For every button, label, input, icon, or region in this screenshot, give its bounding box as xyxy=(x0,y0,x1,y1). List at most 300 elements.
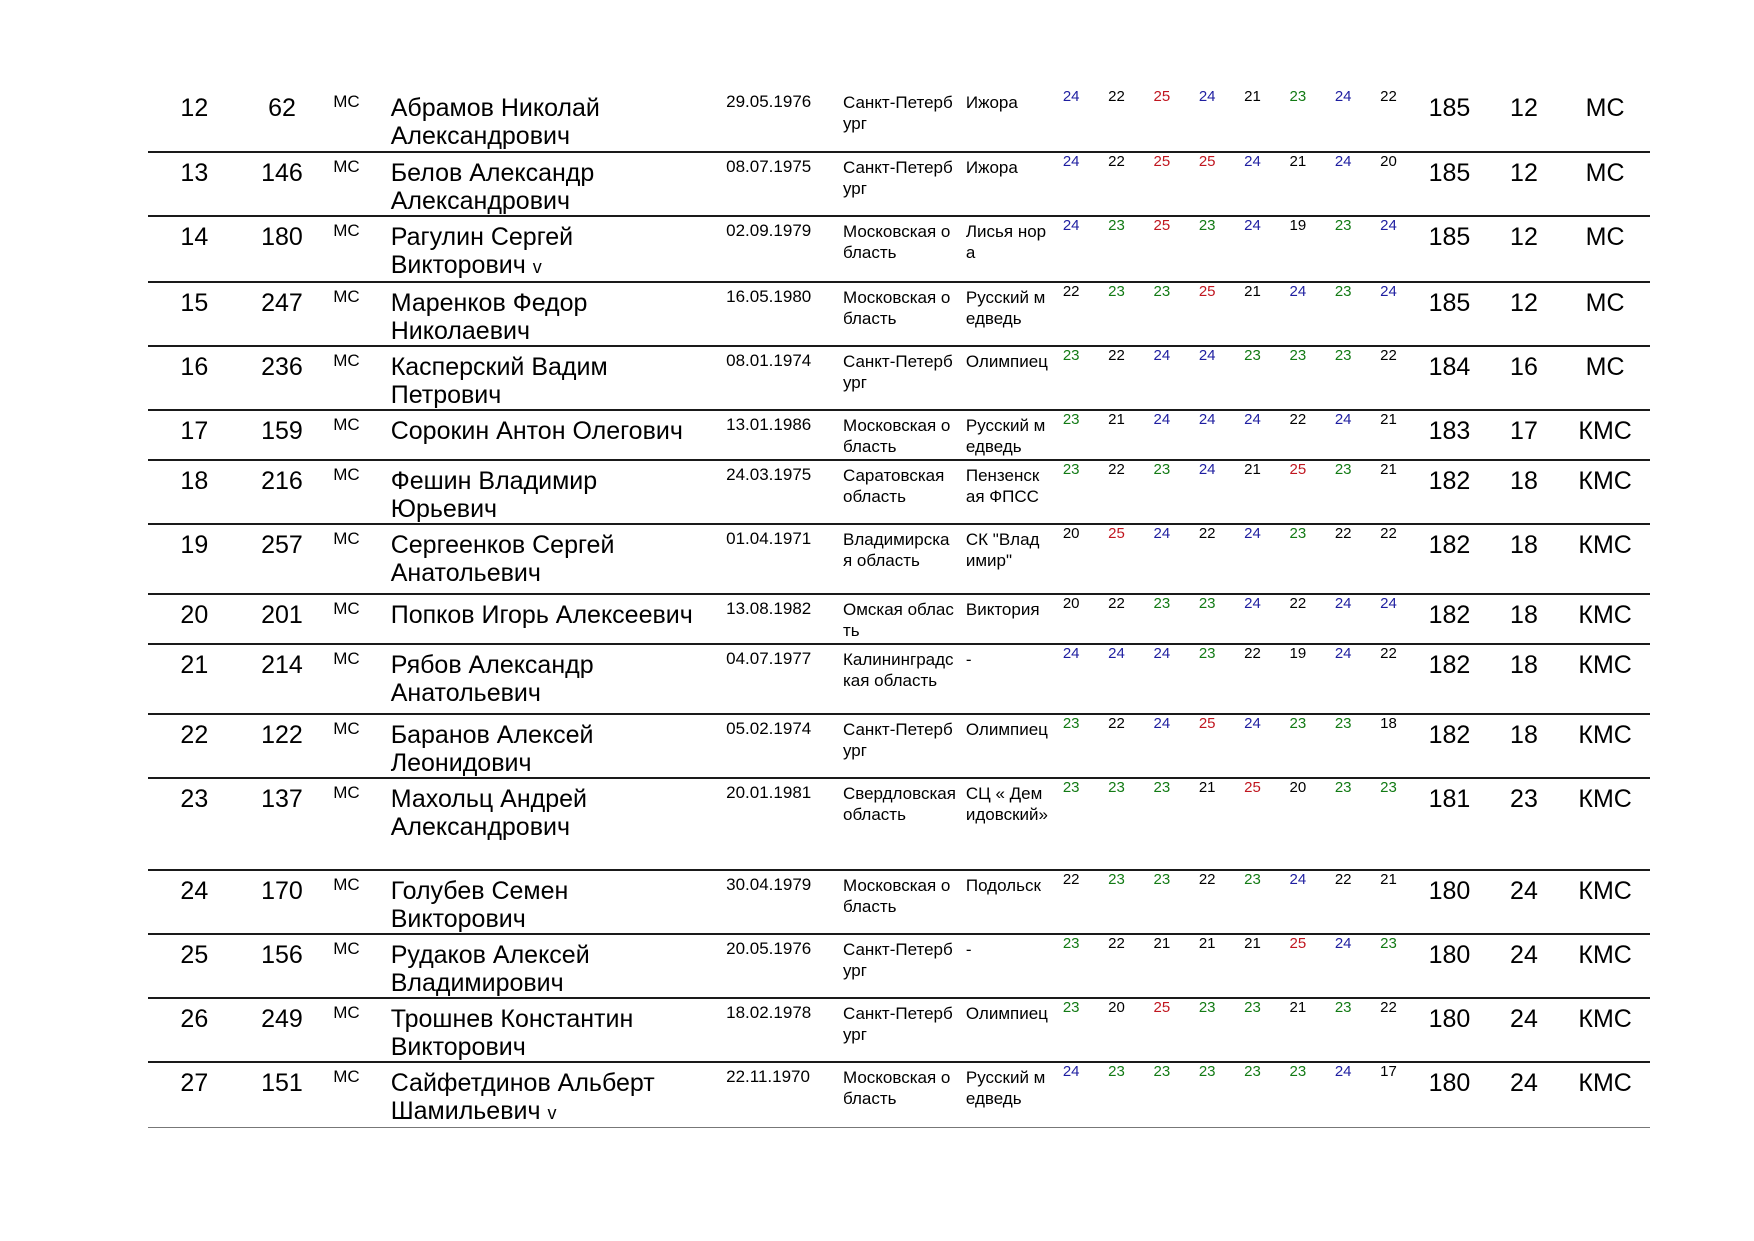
final-place-cell: 24 xyxy=(1488,998,1561,1062)
place-cell: 13 xyxy=(148,152,241,216)
region-cell: Калининградская область xyxy=(835,644,958,714)
club-cell: СЦ « Демидовский» xyxy=(958,778,1049,870)
series-score-cell: 17 xyxy=(1366,1062,1411,1128)
place-cell: 22 xyxy=(148,714,241,778)
series-score-cell: 22 xyxy=(1094,346,1139,410)
club-cell: Олимпиец xyxy=(958,346,1049,410)
athlete-name-line2: Леонидович xyxy=(390,749,532,777)
athlete-name-cell xyxy=(386,346,718,410)
table-row xyxy=(148,346,1650,410)
series-score-cell: 21 xyxy=(1230,460,1275,524)
bib-number-cell: 156 xyxy=(241,934,324,998)
athlete-name-cell xyxy=(386,88,718,152)
series-score-cell: 22 xyxy=(1094,460,1139,524)
rank-cell: МС xyxy=(323,870,385,934)
series-score-cell: 24 xyxy=(1185,460,1230,524)
athlete-name-line2: Александрович xyxy=(390,187,570,215)
series-score-cell: 25 xyxy=(1139,152,1184,216)
athlete-name-cell xyxy=(386,410,718,460)
series-score-cell: 22 xyxy=(1321,870,1366,934)
series-score-cell: 23 xyxy=(1185,216,1230,282)
series-score-cell: 19 xyxy=(1275,216,1320,282)
total-score-cell: 181 xyxy=(1411,778,1488,870)
series-score-cell: 23 xyxy=(1139,870,1184,934)
total-score-cell: 184 xyxy=(1411,346,1488,410)
final-place-cell: 24 xyxy=(1488,1062,1561,1128)
series-score-cell: 23 xyxy=(1321,460,1366,524)
series-score-cell: 24 xyxy=(1049,152,1094,216)
final-place-cell: 12 xyxy=(1488,152,1561,216)
place-cell: 18 xyxy=(148,460,241,524)
club-cell: Олимпиец xyxy=(958,714,1049,778)
series-score-cell: 24 xyxy=(1321,152,1366,216)
athlete-name-line2: Петрович xyxy=(390,381,502,409)
series-score-cell: 21 xyxy=(1366,870,1411,934)
final-place-cell: 12 xyxy=(1488,216,1561,282)
athlete-name-line1: Рябов Александр xyxy=(390,651,594,679)
place-cell: 23 xyxy=(148,778,241,870)
series-score-cell: 24 xyxy=(1366,282,1411,346)
birth-date-cell: 13.08.1982 xyxy=(718,594,835,644)
club-cell: Подольск xyxy=(958,870,1049,934)
athlete-name-cell xyxy=(386,282,718,346)
region-cell: Санкт-Петербург xyxy=(835,714,958,778)
category-cell: КМС xyxy=(1560,998,1650,1062)
series-score-cell: 23 xyxy=(1185,594,1230,644)
rank-cell: МС xyxy=(323,346,385,410)
rank-cell: МС xyxy=(323,714,385,778)
birth-date-cell: 05.02.1974 xyxy=(718,714,835,778)
rank-cell: МС xyxy=(323,88,385,152)
series-score-cell: 25 xyxy=(1275,934,1320,998)
series-score-cell: 22 xyxy=(1321,524,1366,594)
final-place-cell: 18 xyxy=(1488,714,1561,778)
place-cell: 27 xyxy=(148,1062,241,1128)
category-cell: КМС xyxy=(1560,934,1650,998)
athlete-name-line2: Анатольевич xyxy=(390,679,541,707)
series-score-cell: 23 xyxy=(1185,998,1230,1062)
athlete-name-line1: Фешин Владимир xyxy=(390,467,598,495)
series-score-cell: 23 xyxy=(1275,88,1320,152)
series-score-cell: 24 xyxy=(1049,644,1094,714)
series-score-cell: 23 xyxy=(1139,778,1184,870)
club-cell: Русский медведь xyxy=(958,410,1049,460)
series-score-cell: 24 xyxy=(1230,216,1275,282)
athlete-name-cell xyxy=(386,998,718,1062)
rank-cell: МС xyxy=(323,524,385,594)
place-cell: 15 xyxy=(148,282,241,346)
series-score-cell: 24 xyxy=(1049,216,1094,282)
series-score-cell: 22 xyxy=(1094,594,1139,644)
athlete-name-cell xyxy=(386,934,718,998)
series-score-cell: 23 xyxy=(1049,460,1094,524)
series-score-cell: 22 xyxy=(1230,644,1275,714)
series-score-cell: 21 xyxy=(1366,460,1411,524)
table-row xyxy=(148,870,1650,934)
region-cell: Санкт-Петербург xyxy=(835,998,958,1062)
series-score-cell: 23 xyxy=(1094,216,1139,282)
final-place-cell: 18 xyxy=(1488,594,1561,644)
category-cell: МС xyxy=(1560,282,1650,346)
athlete-name-cell xyxy=(386,1062,718,1128)
total-score-cell: 180 xyxy=(1411,998,1488,1062)
region-cell: Московская область xyxy=(835,216,958,282)
series-score-cell: 24 xyxy=(1094,644,1139,714)
place-cell: 24 xyxy=(148,870,241,934)
region-cell: Саратовская область xyxy=(835,460,958,524)
series-score-cell: 23 xyxy=(1094,778,1139,870)
series-score-cell: 23 xyxy=(1049,410,1094,460)
total-score-cell: 182 xyxy=(1411,524,1488,594)
rank-cell: МС xyxy=(323,216,385,282)
athlete-name-line2: Николаевич xyxy=(390,317,530,345)
category-cell: КМС xyxy=(1560,714,1650,778)
athlete-name-line1: Сорокин Антон Олегович xyxy=(390,417,683,445)
place-cell: 17 xyxy=(148,410,241,460)
athlete-name-line1: Трошнев Константин xyxy=(390,1005,634,1033)
series-score-cell: 22 xyxy=(1049,870,1094,934)
series-score-cell: 23 xyxy=(1139,282,1184,346)
series-score-cell: 23 xyxy=(1321,778,1366,870)
category-cell: МС xyxy=(1560,88,1650,152)
athlete-mark: v xyxy=(547,1103,557,1123)
series-score-cell: 23 xyxy=(1321,714,1366,778)
bib-number-cell: 151 xyxy=(241,1062,324,1128)
series-score-cell: 24 xyxy=(1139,714,1184,778)
total-score-cell: 180 xyxy=(1411,870,1488,934)
category-cell: КМС xyxy=(1560,870,1650,934)
athlete-name-cell xyxy=(386,644,718,714)
athlete-name-line2: Викторович xyxy=(390,1033,526,1061)
table-row xyxy=(148,934,1650,998)
series-score-cell: 24 xyxy=(1139,644,1184,714)
table-row xyxy=(148,88,1650,152)
series-score-cell: 23 xyxy=(1321,216,1366,282)
rank-cell: МС xyxy=(323,1062,385,1128)
rank-cell: МС xyxy=(323,594,385,644)
series-score-cell: 23 xyxy=(1094,282,1139,346)
athlete-name-cell xyxy=(386,778,718,870)
athlete-name-line2: Шамильевич xyxy=(390,1097,541,1125)
series-score-cell: 21 xyxy=(1139,934,1184,998)
results-body xyxy=(148,88,1650,1128)
place-cell: 21 xyxy=(148,644,241,714)
category-cell: КМС xyxy=(1560,524,1650,594)
region-cell: Санкт-Петербург xyxy=(835,152,958,216)
series-score-cell: 23 xyxy=(1321,346,1366,410)
series-score-cell: 21 xyxy=(1275,152,1320,216)
series-score-cell: 24 xyxy=(1275,870,1320,934)
series-score-cell: 24 xyxy=(1230,410,1275,460)
series-score-cell: 25 xyxy=(1275,460,1320,524)
birth-date-cell: 18.02.1978 xyxy=(718,998,835,1062)
final-place-cell: 18 xyxy=(1488,460,1561,524)
club-cell: Ижора xyxy=(958,88,1049,152)
bib-number-cell: 257 xyxy=(241,524,324,594)
category-cell: КМС xyxy=(1560,778,1650,870)
rank-cell: МС xyxy=(323,778,385,870)
athlete-name-cell xyxy=(386,216,718,282)
series-score-cell: 22 xyxy=(1366,88,1411,152)
birth-date-cell: 29.05.1976 xyxy=(718,88,835,152)
series-score-cell: 22 xyxy=(1366,524,1411,594)
region-cell: Московская область xyxy=(835,282,958,346)
total-score-cell: 180 xyxy=(1411,1062,1488,1128)
series-score-cell: 24 xyxy=(1321,934,1366,998)
series-score-cell: 24 xyxy=(1366,216,1411,282)
final-place-cell: 18 xyxy=(1488,524,1561,594)
series-score-cell: 24 xyxy=(1321,410,1366,460)
bib-number-cell: 62 xyxy=(241,88,324,152)
bib-number-cell: 236 xyxy=(241,346,324,410)
club-cell: Русский медведь xyxy=(958,1062,1049,1128)
region-cell: Омская область xyxy=(835,594,958,644)
birth-date-cell: 13.01.1986 xyxy=(718,410,835,460)
table-row xyxy=(148,460,1650,524)
table-row xyxy=(148,594,1650,644)
series-score-cell: 22 xyxy=(1366,644,1411,714)
club-cell: Олимпиец xyxy=(958,998,1049,1062)
place-cell: 12 xyxy=(148,88,241,152)
region-cell: Московская область xyxy=(835,410,958,460)
series-score-cell: 22 xyxy=(1185,870,1230,934)
club-cell: Пензенская ФПСС xyxy=(958,460,1049,524)
series-score-cell: 24 xyxy=(1366,594,1411,644)
region-cell: Свердловская область xyxy=(835,778,958,870)
series-score-cell: 22 xyxy=(1275,594,1320,644)
place-cell: 25 xyxy=(148,934,241,998)
series-score-cell: 20 xyxy=(1275,778,1320,870)
series-score-cell: 24 xyxy=(1185,346,1230,410)
series-score-cell: 23 xyxy=(1185,644,1230,714)
series-score-cell: 21 xyxy=(1366,410,1411,460)
series-score-cell: 24 xyxy=(1139,346,1184,410)
athlete-name-line1: Сайфетдинов Альберт xyxy=(390,1069,655,1097)
series-score-cell: 25 xyxy=(1185,152,1230,216)
category-cell: МС xyxy=(1560,346,1650,410)
series-score-cell: 23 xyxy=(1049,934,1094,998)
birth-date-cell: 02.09.1979 xyxy=(718,216,835,282)
athlete-name-cell xyxy=(386,714,718,778)
series-score-cell: 24 xyxy=(1321,594,1366,644)
series-score-cell: 25 xyxy=(1139,88,1184,152)
series-score-cell: 25 xyxy=(1230,778,1275,870)
series-score-cell: 21 xyxy=(1185,934,1230,998)
series-score-cell: 22 xyxy=(1094,152,1139,216)
series-score-cell: 23 xyxy=(1366,778,1411,870)
series-score-cell: 21 xyxy=(1185,778,1230,870)
athlete-name-cell xyxy=(386,152,718,216)
athlete-name-line2: Викторович xyxy=(390,251,526,279)
club-cell: Русский медведь xyxy=(958,282,1049,346)
series-score-cell: 23 xyxy=(1139,460,1184,524)
series-score-cell: 20 xyxy=(1049,594,1094,644)
birth-date-cell: 20.05.1976 xyxy=(718,934,835,998)
athlete-name-line1: Касперский Вадим xyxy=(390,353,608,381)
series-score-cell: 22 xyxy=(1094,88,1139,152)
athlete-name-line2: Владимирович xyxy=(390,969,564,997)
club-cell: Виктория xyxy=(958,594,1049,644)
athlete-name-line1: Маренков Федор xyxy=(390,289,588,317)
athlete-name-line1: Сергеенков Сергей xyxy=(390,531,615,559)
total-score-cell: 185 xyxy=(1411,216,1488,282)
series-score-cell: 24 xyxy=(1185,88,1230,152)
table-row xyxy=(148,524,1650,594)
table-row xyxy=(148,714,1650,778)
region-cell: Московская область xyxy=(835,1062,958,1128)
series-score-cell: 21 xyxy=(1230,88,1275,152)
category-cell: КМС xyxy=(1560,1062,1650,1128)
birth-date-cell: 08.01.1974 xyxy=(718,346,835,410)
bib-number-cell: 249 xyxy=(241,998,324,1062)
series-score-cell: 23 xyxy=(1230,1062,1275,1128)
table-row xyxy=(148,216,1650,282)
total-score-cell: 182 xyxy=(1411,460,1488,524)
club-cell: Лисья нора xyxy=(958,216,1049,282)
table-row xyxy=(148,644,1650,714)
category-cell: МС xyxy=(1560,152,1650,216)
final-place-cell: 16 xyxy=(1488,346,1561,410)
series-score-cell: 23 xyxy=(1230,870,1275,934)
results-table xyxy=(148,88,1650,1128)
series-score-cell: 23 xyxy=(1275,524,1320,594)
series-score-cell: 20 xyxy=(1049,524,1094,594)
rank-cell: МС xyxy=(323,644,385,714)
series-score-cell: 23 xyxy=(1321,998,1366,1062)
bib-number-cell: 122 xyxy=(241,714,324,778)
place-cell: 19 xyxy=(148,524,241,594)
birth-date-cell: 24.03.1975 xyxy=(718,460,835,524)
final-place-cell: 23 xyxy=(1488,778,1561,870)
series-score-cell: 22 xyxy=(1049,282,1094,346)
series-score-cell: 24 xyxy=(1049,1062,1094,1128)
series-score-cell: 25 xyxy=(1139,216,1184,282)
athlete-name-line1: Баранов Алексей xyxy=(390,721,594,749)
category-cell: КМС xyxy=(1560,644,1650,714)
series-score-cell: 22 xyxy=(1185,524,1230,594)
club-cell: СК "Владимир" xyxy=(958,524,1049,594)
bib-number-cell: 180 xyxy=(241,216,324,282)
series-score-cell: 25 xyxy=(1185,282,1230,346)
category-cell: КМС xyxy=(1560,410,1650,460)
series-score-cell: 24 xyxy=(1321,88,1366,152)
series-score-cell: 25 xyxy=(1094,524,1139,594)
bib-number-cell: 247 xyxy=(241,282,324,346)
athlete-name-line2: Александрович xyxy=(390,813,570,841)
category-cell: КМС xyxy=(1560,460,1650,524)
series-score-cell: 23 xyxy=(1230,998,1275,1062)
series-score-cell: 20 xyxy=(1094,998,1139,1062)
athlete-name-line1: Голубев Семен xyxy=(390,877,569,905)
series-score-cell: 21 xyxy=(1230,282,1275,346)
total-score-cell: 182 xyxy=(1411,594,1488,644)
rank-cell: МС xyxy=(323,152,385,216)
series-score-cell: 19 xyxy=(1275,644,1320,714)
series-score-cell: 24 xyxy=(1321,1062,1366,1128)
bib-number-cell: 201 xyxy=(241,594,324,644)
club-cell: Ижора xyxy=(958,152,1049,216)
series-score-cell: 23 xyxy=(1275,714,1320,778)
series-score-cell: 22 xyxy=(1366,346,1411,410)
series-score-cell: 18 xyxy=(1366,714,1411,778)
total-score-cell: 185 xyxy=(1411,282,1488,346)
athlete-name-line1: Белов Александр xyxy=(390,159,595,187)
final-place-cell: 17 xyxy=(1488,410,1561,460)
table-row xyxy=(148,778,1650,870)
region-cell: Санкт-Петербург xyxy=(835,934,958,998)
place-cell: 26 xyxy=(148,998,241,1062)
bib-number-cell: 170 xyxy=(241,870,324,934)
bib-number-cell: 146 xyxy=(241,152,324,216)
series-score-cell: 23 xyxy=(1094,870,1139,934)
athlete-name-cell xyxy=(386,870,718,934)
athlete-name-line2: Викторович xyxy=(390,905,526,933)
series-score-cell: 23 xyxy=(1049,998,1094,1062)
region-cell: Санкт-Петербург xyxy=(835,88,958,152)
series-score-cell: 24 xyxy=(1275,282,1320,346)
series-score-cell: 20 xyxy=(1366,152,1411,216)
athlete-name-line1: Махольц Андрей xyxy=(390,785,588,813)
athlete-name-line1: Рагулин Сергей xyxy=(390,223,574,251)
series-score-cell: 22 xyxy=(1094,934,1139,998)
athlete-mark: v xyxy=(532,257,542,277)
bib-number-cell: 214 xyxy=(241,644,324,714)
series-score-cell: 22 xyxy=(1366,998,1411,1062)
series-score-cell: 23 xyxy=(1321,282,1366,346)
table-row xyxy=(148,282,1650,346)
rank-cell: МС xyxy=(323,410,385,460)
series-score-cell: 24 xyxy=(1230,152,1275,216)
final-place-cell: 18 xyxy=(1488,644,1561,714)
club-cell: - xyxy=(958,934,1049,998)
athlete-name-cell xyxy=(386,524,718,594)
club-cell: - xyxy=(958,644,1049,714)
birth-date-cell: 20.01.1981 xyxy=(718,778,835,870)
birth-date-cell: 16.05.1980 xyxy=(718,282,835,346)
total-score-cell: 182 xyxy=(1411,714,1488,778)
place-cell: 20 xyxy=(148,594,241,644)
final-place-cell: 24 xyxy=(1488,934,1561,998)
series-score-cell: 24 xyxy=(1230,714,1275,778)
athlete-name-line2: Александрович xyxy=(390,122,570,150)
series-score-cell: 22 xyxy=(1094,714,1139,778)
athlete-name-line1: Рудаков Алексей xyxy=(390,941,590,969)
athlete-name-line1: Попков Игорь Алексеевич xyxy=(390,601,693,629)
rank-cell: МС xyxy=(323,460,385,524)
series-score-cell: 21 xyxy=(1275,998,1320,1062)
series-score-cell: 23 xyxy=(1366,934,1411,998)
category-cell: КМС xyxy=(1560,594,1650,644)
region-cell: Санкт-Петербург xyxy=(835,346,958,410)
table-row xyxy=(148,410,1650,460)
final-place-cell: 12 xyxy=(1488,282,1561,346)
series-score-cell: 23 xyxy=(1049,346,1094,410)
series-score-cell: 21 xyxy=(1094,410,1139,460)
athlete-name-cell xyxy=(386,594,718,644)
birth-date-cell: 01.04.1971 xyxy=(718,524,835,594)
series-score-cell: 24 xyxy=(1139,410,1184,460)
bib-number-cell: 137 xyxy=(241,778,324,870)
series-score-cell: 23 xyxy=(1275,346,1320,410)
region-cell: Московская область xyxy=(835,870,958,934)
series-score-cell: 22 xyxy=(1275,410,1320,460)
rank-cell: МС xyxy=(323,282,385,346)
series-score-cell: 24 xyxy=(1321,644,1366,714)
bib-number-cell: 159 xyxy=(241,410,324,460)
bib-number-cell: 216 xyxy=(241,460,324,524)
place-cell: 16 xyxy=(148,346,241,410)
rank-cell: МС xyxy=(323,998,385,1062)
